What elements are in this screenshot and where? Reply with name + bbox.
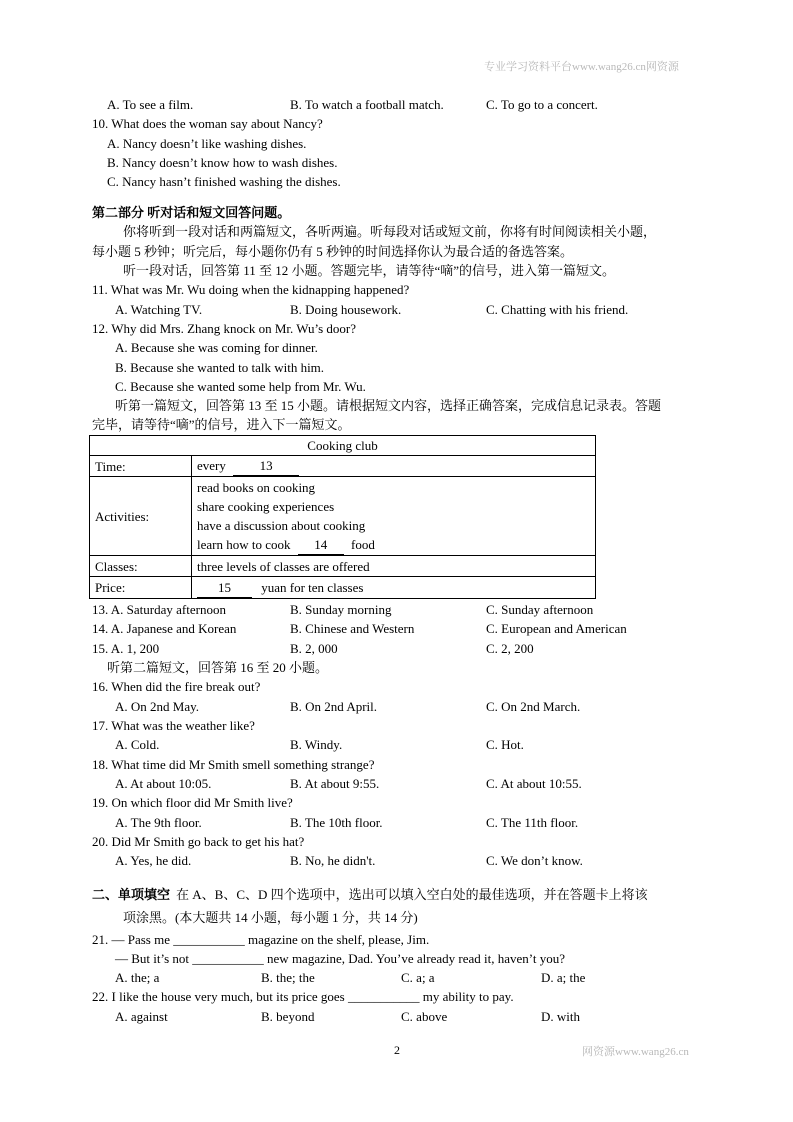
section2-instr1: 在 A、B、C、D 四个选项中，选出可以填入空白处的最佳选项，并在答题卡上将该 (176, 887, 648, 902)
q10-option-a: A. Nancy doesn’t like washing dishes. (107, 136, 307, 151)
q12-option-a: A. Because she was coming for dinner. (115, 340, 318, 355)
classes-value: three levels of classes are offered (192, 556, 596, 577)
time-label: Time: (90, 456, 192, 477)
q9-option-c: C. To go to a concert. (486, 97, 598, 112)
q21-option-b: B. the; the (261, 970, 315, 985)
q11-option-c: C. Chatting with his friend. (486, 302, 629, 317)
q18-option-c: C. At about 10:55. (486, 776, 582, 791)
q20-option-a: A. Yes, he did. (115, 853, 192, 868)
q21-option-d: D. a; the (541, 970, 586, 985)
q17-stem: 17. What was the weather like? (92, 718, 255, 733)
blank-13: 13 (233, 456, 299, 476)
activities-list (192, 477, 596, 556)
q22-option-b: B. beyond (261, 1009, 315, 1024)
q9-option-a: A. To see a film. (107, 97, 194, 112)
q22-option-c: C. above (401, 1009, 448, 1024)
q18-option-b: B. At about 9:55. (290, 776, 380, 791)
section2-title: 二、单项填空 (92, 887, 171, 902)
q17-option-b: B. Windy. (290, 737, 343, 752)
q18-stem: 18. What time did Mr Smith smell something strange? (92, 757, 375, 772)
q11-stem: 11. What was Mr. Wu doing when the kidnapping happened? (92, 282, 410, 297)
q16-option-c: C. On 2nd March. (486, 699, 581, 714)
part2-intro-line1: 你将听到一段对话和两篇短文，各听两遍。听每段对话或短文前，你将有时间阅读相关小题， (123, 224, 657, 239)
price-suffix: yuan for ten classes (261, 579, 364, 595)
time-prefix: every (197, 458, 226, 473)
blank-14: 14 (298, 535, 344, 555)
q16-option-b: B. On 2nd April. (290, 699, 378, 714)
cooking-club-table (89, 435, 596, 599)
q11-option-b: B. Doing housework. (290, 302, 402, 317)
q13-option-b: B. Sunday morning (290, 602, 392, 617)
q13-option-a: 13. A. Saturday afternoon (92, 602, 226, 617)
page-number: 2 (394, 1043, 400, 1057)
q15-option-a: 15. A. 1, 200 (92, 641, 160, 656)
section2-instructions-line1 (92, 887, 648, 903)
q17-option-a: A. Cold. (115, 737, 160, 752)
q12-option-b: B. Because she wanted to talk with him. (115, 360, 325, 375)
passage1-intro-line1: 听第一篇短文，回答第 13 至 15 小题。请根据短文内容，选择正确答案，完成信息记录表。答题 (115, 398, 662, 413)
q19-option-b: B. The 10th floor. (290, 815, 383, 830)
q20-option-c: C. We don’t know. (486, 853, 583, 868)
q20-option-b: B. No, he didn't. (290, 853, 376, 868)
q19-option-c: C. The 11th floor. (486, 815, 579, 830)
q14-option-c: C. European and American (486, 621, 627, 636)
time-value (192, 456, 596, 477)
q22-option-a: A. against (115, 1009, 168, 1024)
footer-watermark: 网资源www.wang26.cn (582, 1046, 689, 1058)
dialog-intro: 听一段对话，回答第 11 至 12 小题。答题完毕，请等待“嘀”的信号，进入第一篇短文。 (123, 263, 616, 278)
classes-label: Classes: (90, 556, 192, 577)
q15-option-b: B. 2, 000 (290, 641, 338, 656)
act4-prefix: learn how to cook (197, 536, 291, 552)
activity-item: have a discussion about cooking (197, 517, 366, 533)
header-watermark: 专业学习资料平台www.wang26.cn网资源 (484, 61, 679, 73)
passage2-intro: 听第二篇短文，回答第 16 至 20 小题。 (107, 660, 329, 675)
act4-suffix: food (351, 536, 375, 552)
q14-option-b: B. Chinese and Western (290, 621, 415, 636)
q21-option-a: A. the; a (115, 970, 160, 985)
part2-intro-line2: 每小题 5 秒钟；听完后，每小题你仍有 5 秒钟的时间选择你认为最合适的备选答案。 (92, 244, 574, 259)
q16-stem: 16. When did the fire break out? (92, 679, 261, 694)
price-label: Price: (90, 577, 192, 599)
part2-title: 第二部分 听对话和短文回答问题。 (92, 205, 291, 220)
q21-line1: 21. — Pass me ___________ magazine on the shelf, please, Jim. (92, 932, 430, 947)
q10-option-b: B. Nancy doesn’t know how to wash dishes. (107, 155, 338, 170)
price-value (192, 577, 596, 599)
q21-line2: — But it’s not ___________ new magazine, Dad. You’ve already read it, haven’t you? (115, 951, 565, 966)
q12-stem: 12. Why did Mrs. Zhang knock on Mr. Wu’s door? (92, 321, 357, 336)
table-title: Cooking club (90, 436, 596, 456)
q18-option-a: A. At about 10:05. (115, 776, 212, 791)
q20-stem: 20. Did Mr Smith go back to get his hat? (92, 834, 305, 849)
q19-stem: 19. On which floor did Mr Smith live? (92, 795, 293, 810)
q17-option-c: C. Hot. (486, 737, 524, 752)
activity-item: share cooking experiences (197, 498, 335, 514)
q13-option-c: C. Sunday afternoon (486, 602, 594, 617)
q14-option-a: 14. A. Japanese and Korean (92, 621, 237, 636)
q11-option-a: A. Watching TV. (115, 302, 203, 317)
passage1-intro-line2: 完毕，请等待“嘀”的信号，进入下一篇短文。 (92, 417, 351, 432)
q15-option-c: C. 2, 200 (486, 641, 534, 656)
q21-option-c: C. a; a (401, 970, 435, 985)
blank-15: 15 (197, 578, 252, 598)
q10-stem: 10. What does the woman say about Nancy? (92, 116, 323, 131)
activities-label: Activities: (90, 477, 192, 556)
q12-option-c: C. Because she wanted some help from Mr. Wu. (115, 379, 366, 394)
section2-instructions-line2: 项涂黑。(本大题共 14 小题，每小题 1 分，共 14 分) (123, 910, 418, 925)
q10-option-c: C. Nancy hasn’t finished washing the dishes. (107, 174, 341, 189)
activity-item (197, 535, 590, 555)
q19-option-a: A. The 9th floor. (115, 815, 202, 830)
activity-item: read books on cooking (197, 479, 316, 495)
q9-option-b: B. To watch a football match. (290, 97, 444, 112)
q16-option-a: A. On 2nd May. (115, 699, 200, 714)
q22-stem: 22. I like the house very much, but its price goes ___________ my ability to pay. (92, 989, 514, 1004)
q22-option-d: D. with (541, 1009, 580, 1024)
